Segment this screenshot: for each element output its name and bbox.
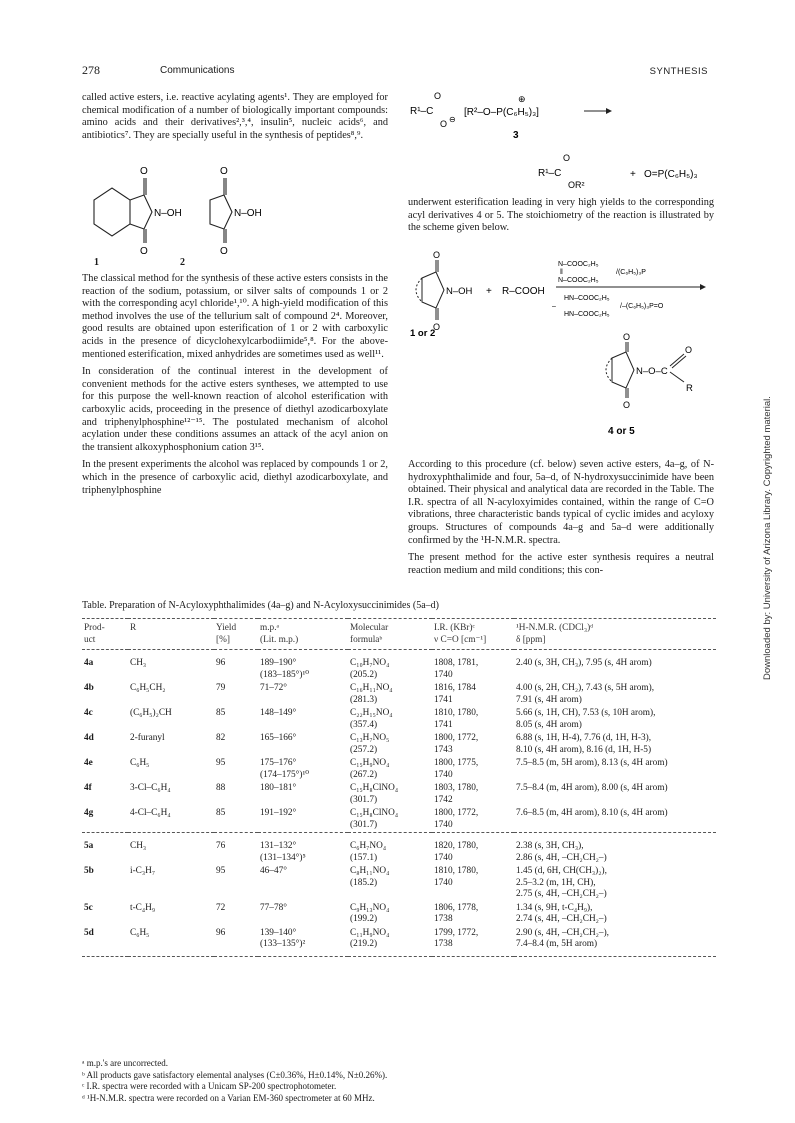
- reactant-oxo-top: O: [433, 250, 441, 260]
- table-row: 4d 2-furanyl 82 165–166° C₁₃H₇NO₅ (257.2) 1800, 1772, 1743 6.88 (s, 1H, H-4), 7.76 (d, 1H, H-3), 8.10 (s, 4H arom), 8.16 (d, 1H, H-5): [84, 733, 652, 755]
- paragraph-experiments: In the present experiments the alcohol was replaced by compounds 1 or 2, which in the presence of carboxylic acid, diethyl azodicarboxylate, and triphenylphosphine: [82, 459, 388, 496]
- scheme1-product-oxo: O: [563, 153, 571, 163]
- scheme1-arrowhead: [606, 108, 612, 114]
- phthalimide-structure: [94, 178, 152, 243]
- footnote-a: ᵃ m.p.'s are uncorrected.: [82, 1058, 169, 1068]
- reactant-oxo-bottom: O: [433, 322, 441, 332]
- scheme2-acid: R–COOH: [502, 286, 545, 297]
- table-header-row: [82, 619, 716, 650]
- paragraph-consideration: In consideration of the continual interest in the development of convenient methods for the active esters syntheses, we attempted to use for this purpose the well-known reaction of alcohol esterification with carboxylic acids, proceeding in the presence of diethyl azodicarboxylate and triphenylphosphine¹²⁻¹⁵. The postulated mechanism of alcohol acylation under these conditions assumes an attack of the acyl anion on the transient alkoxyphosphonium cation 3¹⁵.: [82, 366, 388, 453]
- right-column-top: [408, 197, 714, 240]
- scheme2-arrowhead: [700, 284, 706, 290]
- header-formula: Molecular formulaᵇ: [348, 619, 432, 650]
- scheme1-o-minus: O: [440, 119, 448, 129]
- succinimide-structure: [210, 178, 232, 243]
- paragraph-stoichiometry: underwent esterification leading in very high yields to the corresponding acyl derivatives 4 or 5. The stoichiometry of the reaction is illustrated by the scheme given below.: [408, 197, 714, 234]
- succinimide-oxo-top: O: [220, 166, 228, 177]
- scheme1-r1c: R¹–C: [410, 106, 434, 117]
- scheme1-plus: +: [630, 169, 636, 180]
- scheme1-byproduct: O=P(C₆H₅)₃: [644, 169, 698, 180]
- compound-label-1: 1: [94, 257, 99, 268]
- imide-reactant-structure: [416, 260, 444, 320]
- journal-name: SYNTHESIS: [649, 66, 708, 77]
- compound-label-2: 2: [180, 257, 185, 268]
- results-table: [82, 618, 716, 957]
- download-watermark: [748, 260, 773, 680]
- table-row: 4a CH₃ 96 189–190° (183–185°)¹⁰ C₁₀H₇NO₄ (205.2) 1808, 1781, 1740 2.40 (s, 3H, CH₃), 7.95 (s, 4H arom): [84, 658, 652, 680]
- scheme1-plus-charge: ⊕: [518, 94, 526, 104]
- product-r-group: R: [686, 383, 693, 394]
- table-row: 5b i-C₃H₇ 95 46–47° C₈H₁₁NO₄ (185.2) 1810, 1780, 1740 1.45 (d, 6H, CH(CH₃)₂), 2.5–3.2 (m, 1H, CH), 2.75 (s, 4H, –CH₂CH₂–): [84, 866, 607, 899]
- azo-reagent-bottom: N–COOC₂H₅: [558, 277, 599, 284]
- paragraph-procedure: According to this procedure (cf. below) seven active esters, 4a–g, of N-hydroxyphthalimide and four, 5a–d, of N-hydroxysuccinimide have been obtained. Their physical and analytical data are recorded in the Table. The I.R. spectra of all N-acyloxyimides contained, within the range of C=O vibrations, three characteristic bands typical of cyclic imides and acyloxy groups. Structures of compounds 4a–g and 5a–d were additionally confirmed by the ¹H-N.M.R. spectra.: [408, 459, 714, 546]
- azo-reagent-double-bond: ‖: [560, 269, 563, 276]
- scheme1-product: R¹–C: [538, 168, 562, 179]
- left-column-intro: [82, 92, 388, 147]
- scheme2-plus: +: [486, 286, 492, 297]
- right-column-bottom: [408, 459, 714, 582]
- paragraph-present-method: The present method for the active ester synthesis requires a neutral reaction medium and mild conditions; this con-: [408, 552, 714, 576]
- mechanism-scheme: [408, 86, 714, 196]
- paragraph-intro: called active esters, i.e. reactive acylating agents¹. They are employed for chemical modification of a number of biologically important compounds: amino acids and their derivatives²,³,⁴, insulin⁵, nucleic acids⁶, and antibiotics⁷. They are specially useful in the synthesis of peptides⁸,⁹.: [82, 92, 388, 141]
- product-oxo-bottom: O: [623, 400, 631, 410]
- table-row: 5a CH₃ 76 131–132° (131–134°)⁵ C₆H₇NO₄ (157.1) 1820, 1780, 1740 2.38 (s, 3H, CH₃), 2.86 (s, 4H, –CH₂CH₂–): [82, 833, 716, 866]
- header-r: R: [128, 619, 214, 650]
- scheme1-alkoxyphosphonium: [R²–O–P(C₆H₅)₃]: [464, 107, 539, 118]
- hydrazine-bottom: HN–COOC₂H₅: [564, 311, 610, 318]
- table-row: 4e C₆H₅ 95 175–176° (174–175°)¹⁰ C₁₅H₉NO₄ (267.2) 1800, 1775, 1740 7.5–8.5 (m, 5H arom), 8.13 (s, 4H arom): [84, 758, 668, 780]
- product-label-4-or-5: 4 or 5: [608, 426, 635, 437]
- download-note: Downloaded by: University of Arizona Library. Copyrighted material.: [762, 396, 773, 680]
- table-footnotes: [82, 1058, 716, 1104]
- scheme2-label-1-or-2: 1 or 2: [410, 328, 436, 339]
- scheme1-oxo: O: [434, 91, 442, 101]
- page-number: 278: [82, 63, 100, 77]
- footnote-d: ᵈ ¹H-N.M.R. spectra were recorded on a Varian EM-360 spectrometer at 60 MHz.: [82, 1092, 375, 1103]
- succinimide-oxo-bottom: O: [220, 246, 228, 257]
- header-yield: Yield [%]: [214, 619, 258, 650]
- product-oxo-top: O: [623, 332, 631, 342]
- table-row: 4b C₆H₅CH₂ 79 71–72° C₁₆H₁₁NO₄ (281.3) 1816, 1784 1741 4.00 (s, 2H, CH₂), 7.43 (s, 5H arom), 7.91 (s, 4H arom): [84, 683, 655, 705]
- header-mp: m.p.ᵃ (Lit. m.p.): [258, 619, 348, 650]
- left-column-body: [82, 273, 388, 502]
- phthalimide-n-oh: N–OH: [154, 208, 182, 219]
- scheme1-label-3: 3: [513, 130, 519, 141]
- header-nmr: ¹H-N.M.R. (CDCl₃)ᵈ δ [ppm]: [514, 619, 716, 650]
- section-title: Communications: [160, 65, 235, 76]
- product-n-o-c: N–O–C: [636, 366, 668, 377]
- paragraph-classical-method: The classical method for the synthesis of these active esters consists in the reaction of the sodium, potassium, or silver salts of compounds 1 or 2 with the corresponding acyl chloride¹,¹⁰. A high-yield modification of this method involves the use of the tellurium salt of compound 2⁴. Moreover, good results are obtained upon esterification of 1 or 2 with carboxylic acids in the presence of dicyclohexylcarbodiimide⁵,⁸. For the above-mentioned esterification, mixed anhydrides are sometimes used as well¹¹.: [82, 273, 388, 360]
- table-row: 5d C₆H₅ 96 139–140° (133–135°)² C₁₁H₉NO₄ (219.2) 1799, 1772, 1738 2.90 (s, 4H, –CH₂CH₂–), 7.4–8.4 (m, 5H arom): [82, 927, 716, 957]
- hydrazine-top: HN–COOC₂H₅: [564, 295, 610, 302]
- phthalimide-oxo-top: O: [140, 166, 148, 177]
- phthalimide-oxo-bottom: O: [140, 246, 148, 257]
- header-ir: I.R. (KBr)ᶜ ν C=O [cm⁻¹]: [432, 619, 514, 650]
- reaction-scheme: [408, 250, 714, 450]
- product-acyl-oxo: O: [685, 345, 693, 355]
- table-row: 4c (C₆H₅)₂CH 85 148–149° C₂₂H₁₅NO₄ (357.4) 1810, 1780, 1741 5.66 (s, 1H, CH), 7.53 (s, 10H arom), 8.05 (s, 4H arom): [84, 708, 656, 730]
- phosphine-oxide: /–(C₆H₅)₃P=O: [620, 303, 664, 310]
- azo-reagent-phosphine: /(C₆H₅)₃P: [616, 269, 646, 276]
- scheme2-minus: –: [552, 303, 556, 310]
- reactant-n-oh: N–OH: [446, 286, 473, 297]
- table-caption: Table. Preparation of N-Acyloxyphthalimides (4a–g) and N-Acyloxysuccinimides (5a–d): [82, 600, 439, 611]
- scheme1-minus: ⊖: [449, 115, 456, 124]
- table-row: 4g 4-Cl–C₆H₄ 85 191–192° C₁₅H₈ClNO₄ (301.7) 1800, 1772, 1740 7.6–8.5 (m, 4H arom), 8.10 (s, 4H arom): [84, 808, 668, 830]
- structures-1-2: [82, 150, 388, 260]
- succinimide-n-oh: N–OH: [234, 208, 262, 219]
- table-row: 5c t-C₄H₉ 72 77–78° C₉H₁₃NO₄ (199.2) 1806, 1778, 1738 1.34 (s, 9H, t-C₄H₉), 2.74 (s, 4H, –CH₂CH₂–): [84, 902, 607, 924]
- header-product: Prod- uct: [82, 619, 128, 650]
- azo-reagent-top: N–COOC₂H₅: [558, 261, 599, 268]
- footnote-c: ᶜ I.R. spectra were recorded with a Unicam SP-200 spectrophotometer.: [82, 1081, 337, 1091]
- scheme1-or2: OR²: [568, 180, 585, 190]
- table-row: 4f 3-Cl–C₆H₄ 88 180–181° C₁₅H₈ClNO₄ (301.7) 1803, 1780, 1742 7.5–8.4 (m, 4H arom), 8.00 (s, 4H arom): [84, 783, 668, 805]
- footnote-b: ᵇ All products gave satisfactory elemental analyses (C±0.36%, H±0.14%, N±0.26%).: [82, 1069, 388, 1080]
